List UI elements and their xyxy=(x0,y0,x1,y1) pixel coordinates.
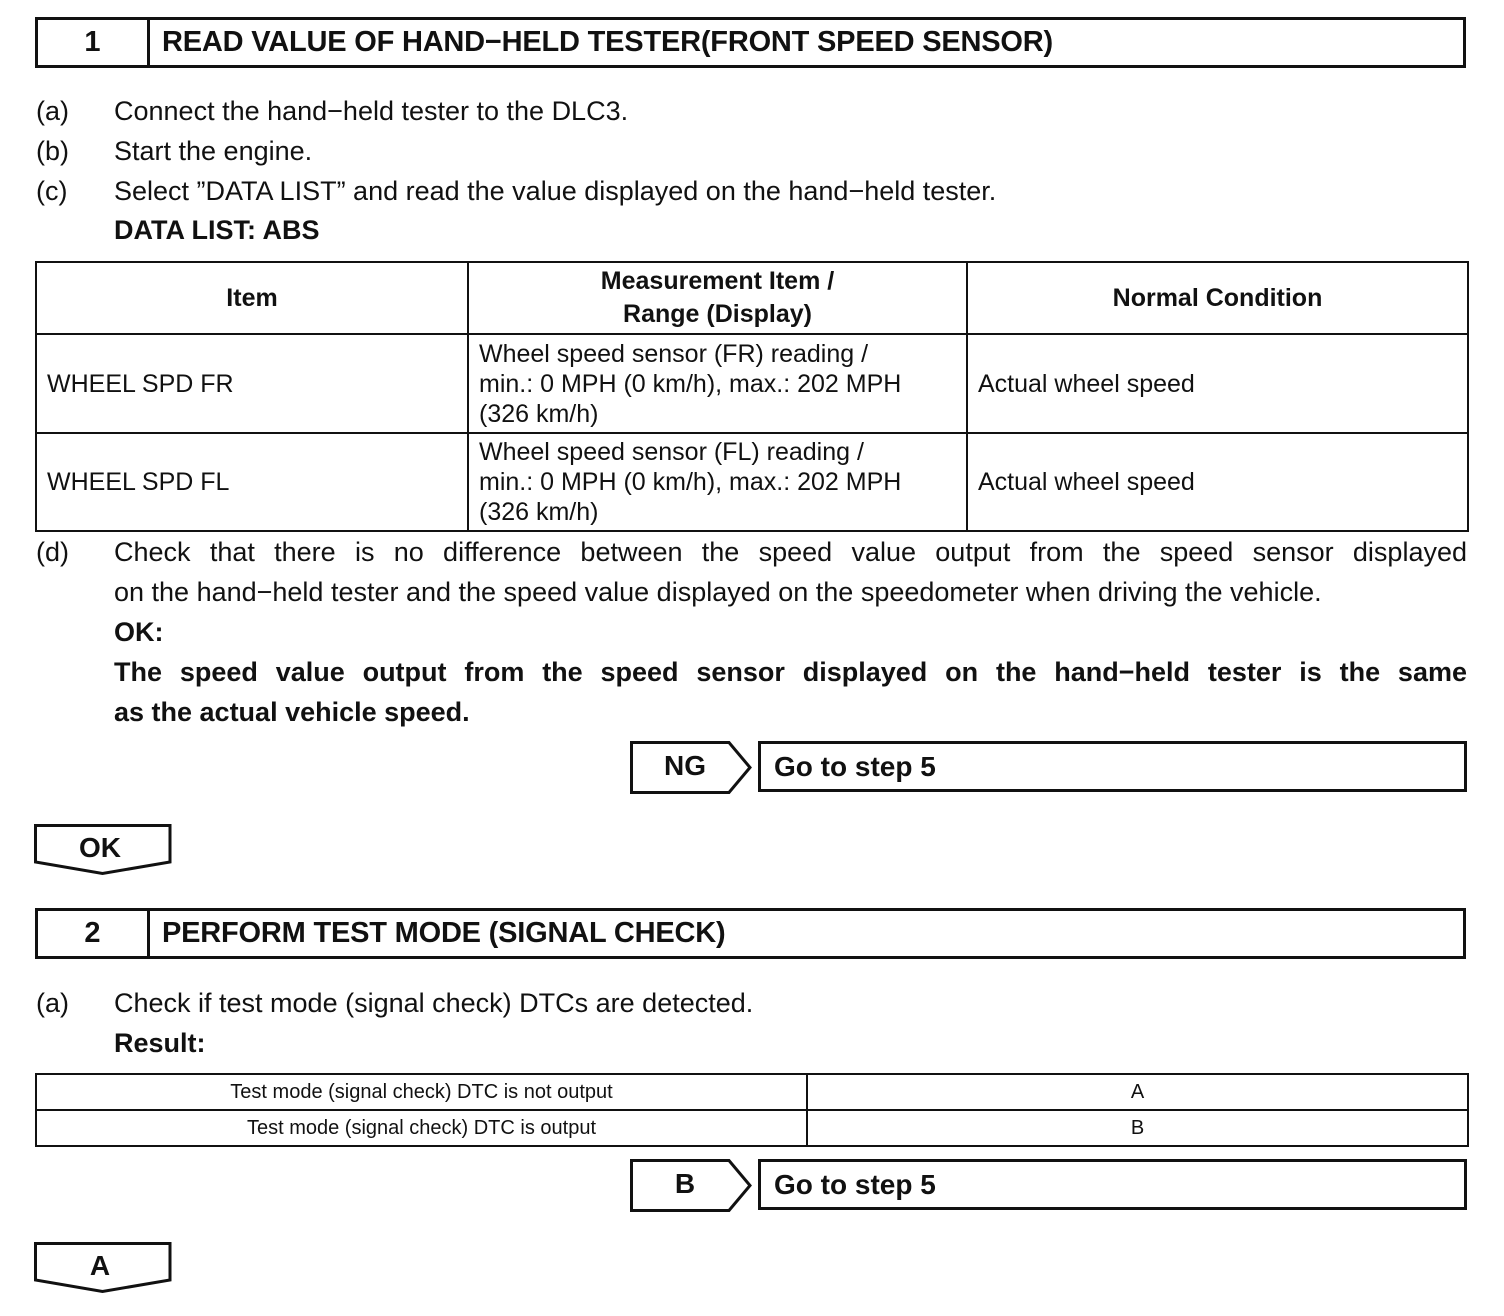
result-label: Result: xyxy=(114,1028,206,1058)
row-measurement-line2: min.: 0 MPH (0 km/h), max.: 202 MPH xyxy=(479,369,902,398)
row-measurement-line2: min.: 0 MPH (0 km/h), max.: 202 MPH xyxy=(479,468,902,496)
row-normal-condition: Actual wheel speed xyxy=(967,433,1468,531)
ok-criteria-line2: as the actual vehicle speed. xyxy=(114,697,470,727)
ok-criteria-line1: The speed value output from the speed sensor displayed on the hand−held tester is the same xyxy=(114,657,1467,687)
ng-label: NG xyxy=(664,750,706,781)
ok-next-label: OK xyxy=(79,832,121,863)
row-item: WHEEL SPD FR xyxy=(36,334,468,433)
instruction-mark-a: (a) xyxy=(36,96,69,126)
table-row xyxy=(36,433,1468,531)
instruction-mark-c: (c) xyxy=(36,176,68,206)
header-measurement-line2: Range (Display) xyxy=(623,300,812,328)
row-measurement-line1: Wheel speed sensor (FR) reading / xyxy=(479,339,869,368)
header-measurement xyxy=(468,262,967,334)
a-next-label: A xyxy=(89,1250,111,1281)
step-number: 1 xyxy=(38,20,150,65)
b-label: B xyxy=(674,1168,696,1199)
instruction-text-d-line1: Check that there is no difference between the speed value output from the speed sensor displayed xyxy=(114,537,1467,567)
instruction-text-d-line2: on the hand−held tester and the speed value displayed on the speedometer when driving the vehicle. xyxy=(114,577,1322,607)
row-measurement-line3: (326 km/h) xyxy=(479,399,599,428)
data-list-table xyxy=(35,261,1469,532)
instruction-mark-a2: (a) xyxy=(36,988,69,1018)
step-number: 2 xyxy=(38,911,150,956)
step-1-header xyxy=(35,17,1466,68)
row-measurement-line1: Wheel speed sensor (FL) reading / xyxy=(479,438,864,466)
row-normal-condition: Actual wheel speed xyxy=(967,334,1468,433)
instruction-text-a2: Check if test mode (signal check) DTCs are detected. xyxy=(114,988,754,1018)
instruction-text-a: Connect the hand−held tester to the DLC3. xyxy=(114,96,629,126)
result-code: B xyxy=(807,1110,1468,1146)
result-condition: Test mode (signal check) DTC is not output xyxy=(36,1074,807,1110)
instruction-mark-b: (b) xyxy=(36,136,69,166)
table-row xyxy=(36,1110,1468,1146)
row-measurement xyxy=(468,334,967,433)
ok-criteria-label: OK: xyxy=(114,617,164,647)
result-condition: Test mode (signal check) DTC is output xyxy=(36,1110,807,1146)
b-goto-step[interactable]: Go to step 5 xyxy=(758,1159,1467,1210)
table-row xyxy=(36,334,1468,433)
step-title: READ VALUE OF HAND−HELD TESTER(FRONT SPEED SENSOR) xyxy=(162,26,1053,58)
ng-goto-step[interactable]: Go to step 5 xyxy=(758,741,1467,792)
header-measurement-line1: Measurement Item / xyxy=(600,267,835,295)
row-item: WHEEL SPD FL xyxy=(36,433,468,531)
instruction-text-c: Select ”DATA LIST” and read the value displayed on the hand−held tester. xyxy=(114,176,997,206)
data-list-title: DATA LIST: ABS xyxy=(114,215,320,245)
table-header-row xyxy=(36,262,1468,334)
result-code: A xyxy=(807,1074,1468,1110)
row-measurement xyxy=(468,433,967,531)
table-row xyxy=(36,1074,1468,1110)
result-table xyxy=(35,1073,1469,1147)
row-measurement-line3: (326 km/h) xyxy=(479,498,599,526)
step-title: PERFORM TEST MODE (SIGNAL CHECK) xyxy=(162,917,726,949)
instruction-text-b: Start the engine. xyxy=(114,136,313,166)
header-normal-condition: Normal Condition xyxy=(967,262,1468,334)
step-2-header xyxy=(35,908,1466,959)
header-item: Item xyxy=(36,262,468,334)
instruction-mark-d: (d) xyxy=(36,537,69,567)
